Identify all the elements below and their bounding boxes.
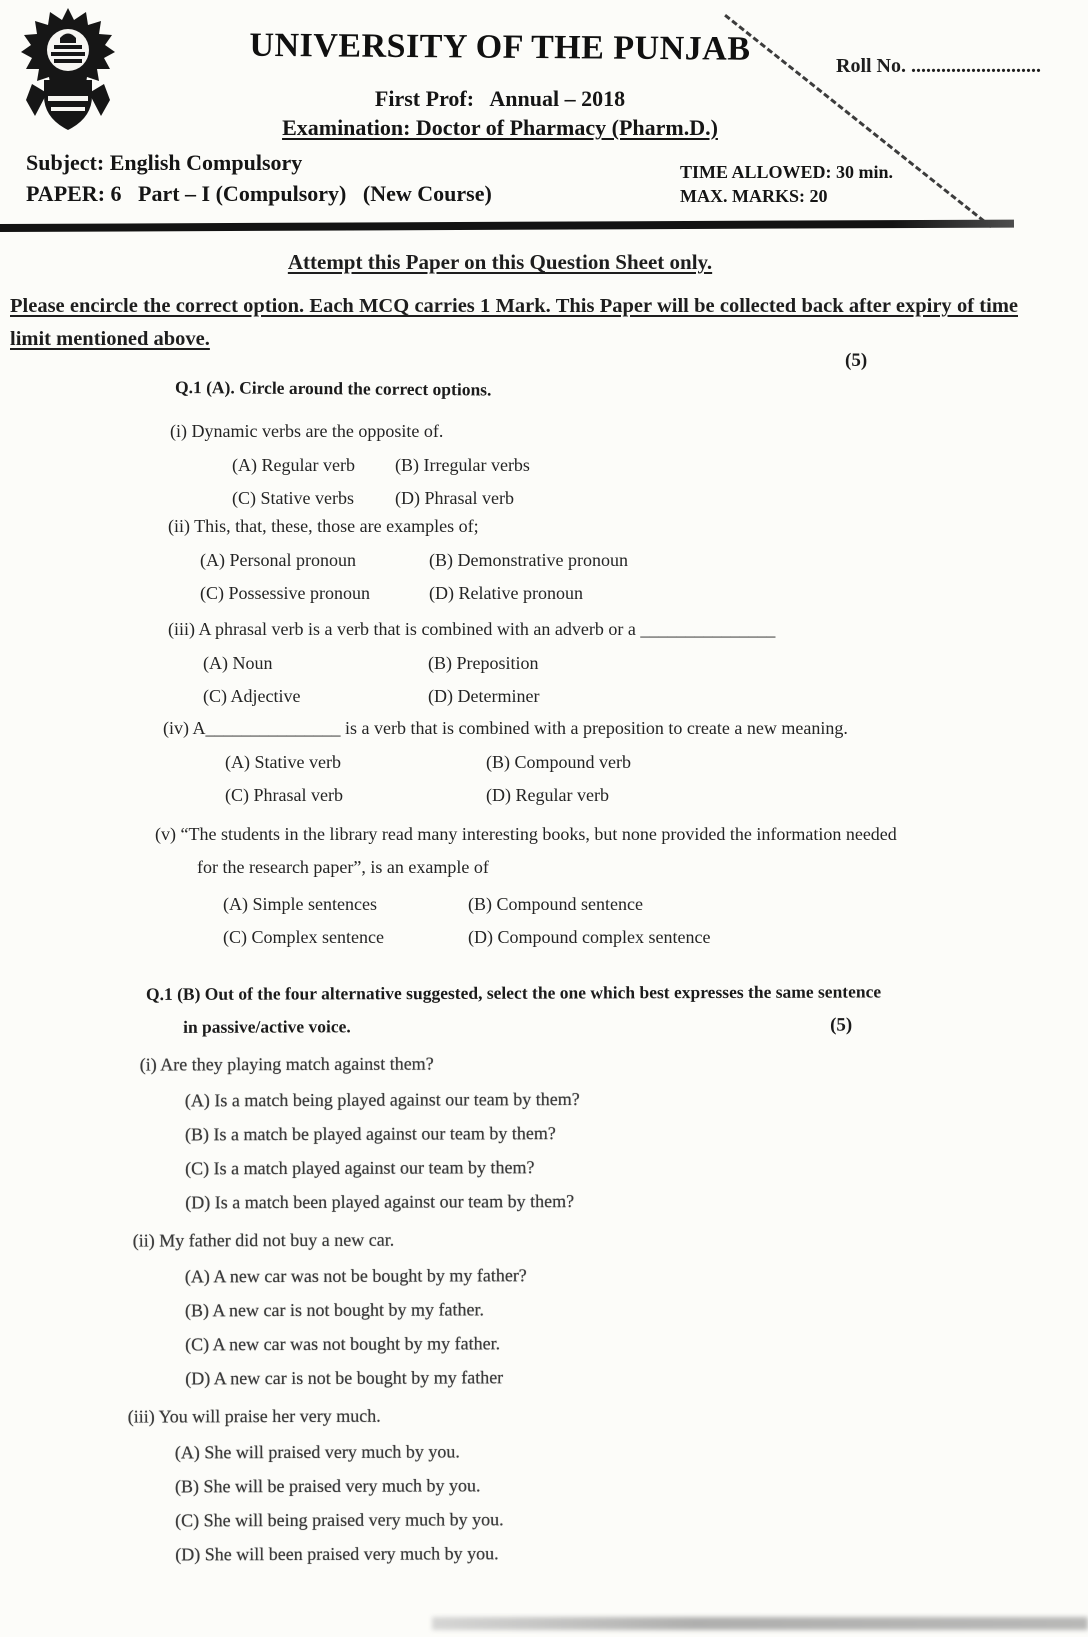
question-block xyxy=(0,818,1088,954)
mcq-option: (B) A new car is not bought by my father. xyxy=(184,1299,484,1321)
mcq-option: (D) Phrasal verb xyxy=(395,488,514,508)
mcq-option: (D) Compound complex sentence xyxy=(468,927,711,947)
university-crest-icon xyxy=(18,8,118,140)
mcq-option: (C) Is a match played against our team by them? xyxy=(185,1157,535,1179)
question-block xyxy=(0,1224,1088,1396)
mcq-option: (A) A new car was not be bought by my father? xyxy=(184,1265,527,1287)
question-stem: (iv) A_______________ is a verb that is combined with a preposition to create a new meaning. xyxy=(163,718,848,738)
question-block xyxy=(0,1400,1088,1572)
mcq-option: (C) A new car was not bought by my father. xyxy=(185,1333,501,1355)
question-stem: (ii) My father did not buy a new car. xyxy=(132,1229,395,1251)
mcq-option: (D) She will been praised very much by you. xyxy=(175,1543,499,1565)
options-list xyxy=(185,1256,1088,1395)
examination-line: Examination: Doctor of Pharmacy (Pharm.D.) xyxy=(282,115,718,140)
max-marks: MAX. MARKS: 20 xyxy=(680,186,828,206)
mcq-option: (B) Irregular verbs xyxy=(395,455,530,475)
paper-line: PAPER: 6 Part – I (Compulsory) (New Course) xyxy=(26,181,492,206)
options-grid xyxy=(225,746,1088,812)
mcq-option: (A) Is a match being played against our team by them? xyxy=(184,1088,580,1111)
question-stem: (iii) You will praise her very much. xyxy=(127,1405,381,1427)
university-logo xyxy=(18,8,118,140)
section-a-title: Q.1 (A). Circle around the correct options. xyxy=(174,377,492,400)
mcq-option: (C) Stative verbs xyxy=(232,488,354,508)
mcq-option: (A) Noun xyxy=(203,653,273,673)
section-b-title xyxy=(146,975,886,1044)
question-block xyxy=(0,1048,1088,1220)
options-grid xyxy=(200,544,1088,610)
options-grid xyxy=(223,888,1088,954)
roll-no-field: Roll No. .......................... xyxy=(836,55,1041,77)
mcq-option: (D) A new car is not be bought by my father xyxy=(185,1367,504,1389)
question-block xyxy=(0,418,1088,515)
question-stem: (iii) A phrasal verb is a verb that is combined with an adverb or a _______________ xyxy=(168,619,776,639)
header-divider-bar xyxy=(0,220,1014,232)
mcq-option: (B) She will be praised very much by you. xyxy=(174,1475,481,1497)
attempt-instruction: Attempt this Paper on this Question Sheet only. xyxy=(287,250,713,274)
question-stem: (ii) This, that, these, those are examples of; xyxy=(168,516,479,536)
mcq-option: (A) Stative verb xyxy=(225,752,341,772)
options-grid xyxy=(203,647,1088,713)
page-bottom-scan-artifact xyxy=(432,1617,1088,1630)
mcq-option: (B) Is a match be played against our team by them? xyxy=(184,1123,556,1145)
time-allowed: TIME ALLOWED: 30 min. xyxy=(680,162,894,182)
mcq-option: (C) Adjective xyxy=(203,686,301,706)
mcq-option: (B) Compound sentence xyxy=(468,894,643,914)
mcq-option: (A) Simple sentences xyxy=(223,894,377,914)
options-list xyxy=(175,1432,1088,1571)
mcq-option: (A) Regular verb xyxy=(232,455,355,475)
mcq-option: (B) Compound verb xyxy=(486,752,631,772)
section-b-title-text: Q.1 (B) Out of the four alternative suggested, select the one which best expresses the same sentence in passive/active voice. xyxy=(145,981,882,1037)
question-stem: (i) Are they playing match against them? xyxy=(139,1053,434,1075)
question-stem: (i) Dynamic verbs are the opposite of. xyxy=(170,421,444,441)
mcq-option: (A) Personal pronoun xyxy=(200,550,356,570)
mcq-option: (D) Relative pronoun xyxy=(429,583,583,603)
university-title: UNIVERSITY OF THE PUNJAB xyxy=(249,26,751,68)
mcq-option: (B) Demonstrative pronoun xyxy=(429,550,628,570)
mcq-option: (C) Possessive pronoun xyxy=(200,583,370,603)
question-block xyxy=(0,513,1088,610)
question-stem: (v) “The students in the library read many interesting books, but none provided the information needed for the research paper”, is an example of xyxy=(155,824,897,877)
mcq-option: (C) She will being praised very much by you. xyxy=(175,1509,504,1531)
question-block xyxy=(0,715,1088,812)
question-block xyxy=(0,616,1088,713)
mcq-option: (C) Complex sentence xyxy=(223,927,384,947)
mcq-option: (D) Regular verb xyxy=(486,785,609,805)
subject-line: Subject: English Compulsory xyxy=(26,150,303,175)
options-grid xyxy=(232,449,1088,515)
encircle-instruction: Please encircle the correct option. Each MCQ carries 1 Mark. This Paper will be collected back after expiry of time limit mentioned above. xyxy=(10,295,1018,351)
section-b-marks: (5) xyxy=(830,1014,853,1036)
section-a-marks: (5) xyxy=(845,350,868,371)
options-list xyxy=(185,1080,1088,1219)
mcq-option: (D) Is a match been played against our team by them? xyxy=(185,1190,575,1213)
mcq-option: (B) Preposition xyxy=(428,653,539,673)
mcq-option: (D) Determiner xyxy=(428,686,540,706)
questions-area xyxy=(0,350,1088,1572)
session-line: First Prof: Annual – 2018 xyxy=(374,86,626,111)
mcq-option: (C) Phrasal verb xyxy=(225,785,343,805)
mcq-option: (A) She will praised very much by you. xyxy=(174,1441,460,1463)
